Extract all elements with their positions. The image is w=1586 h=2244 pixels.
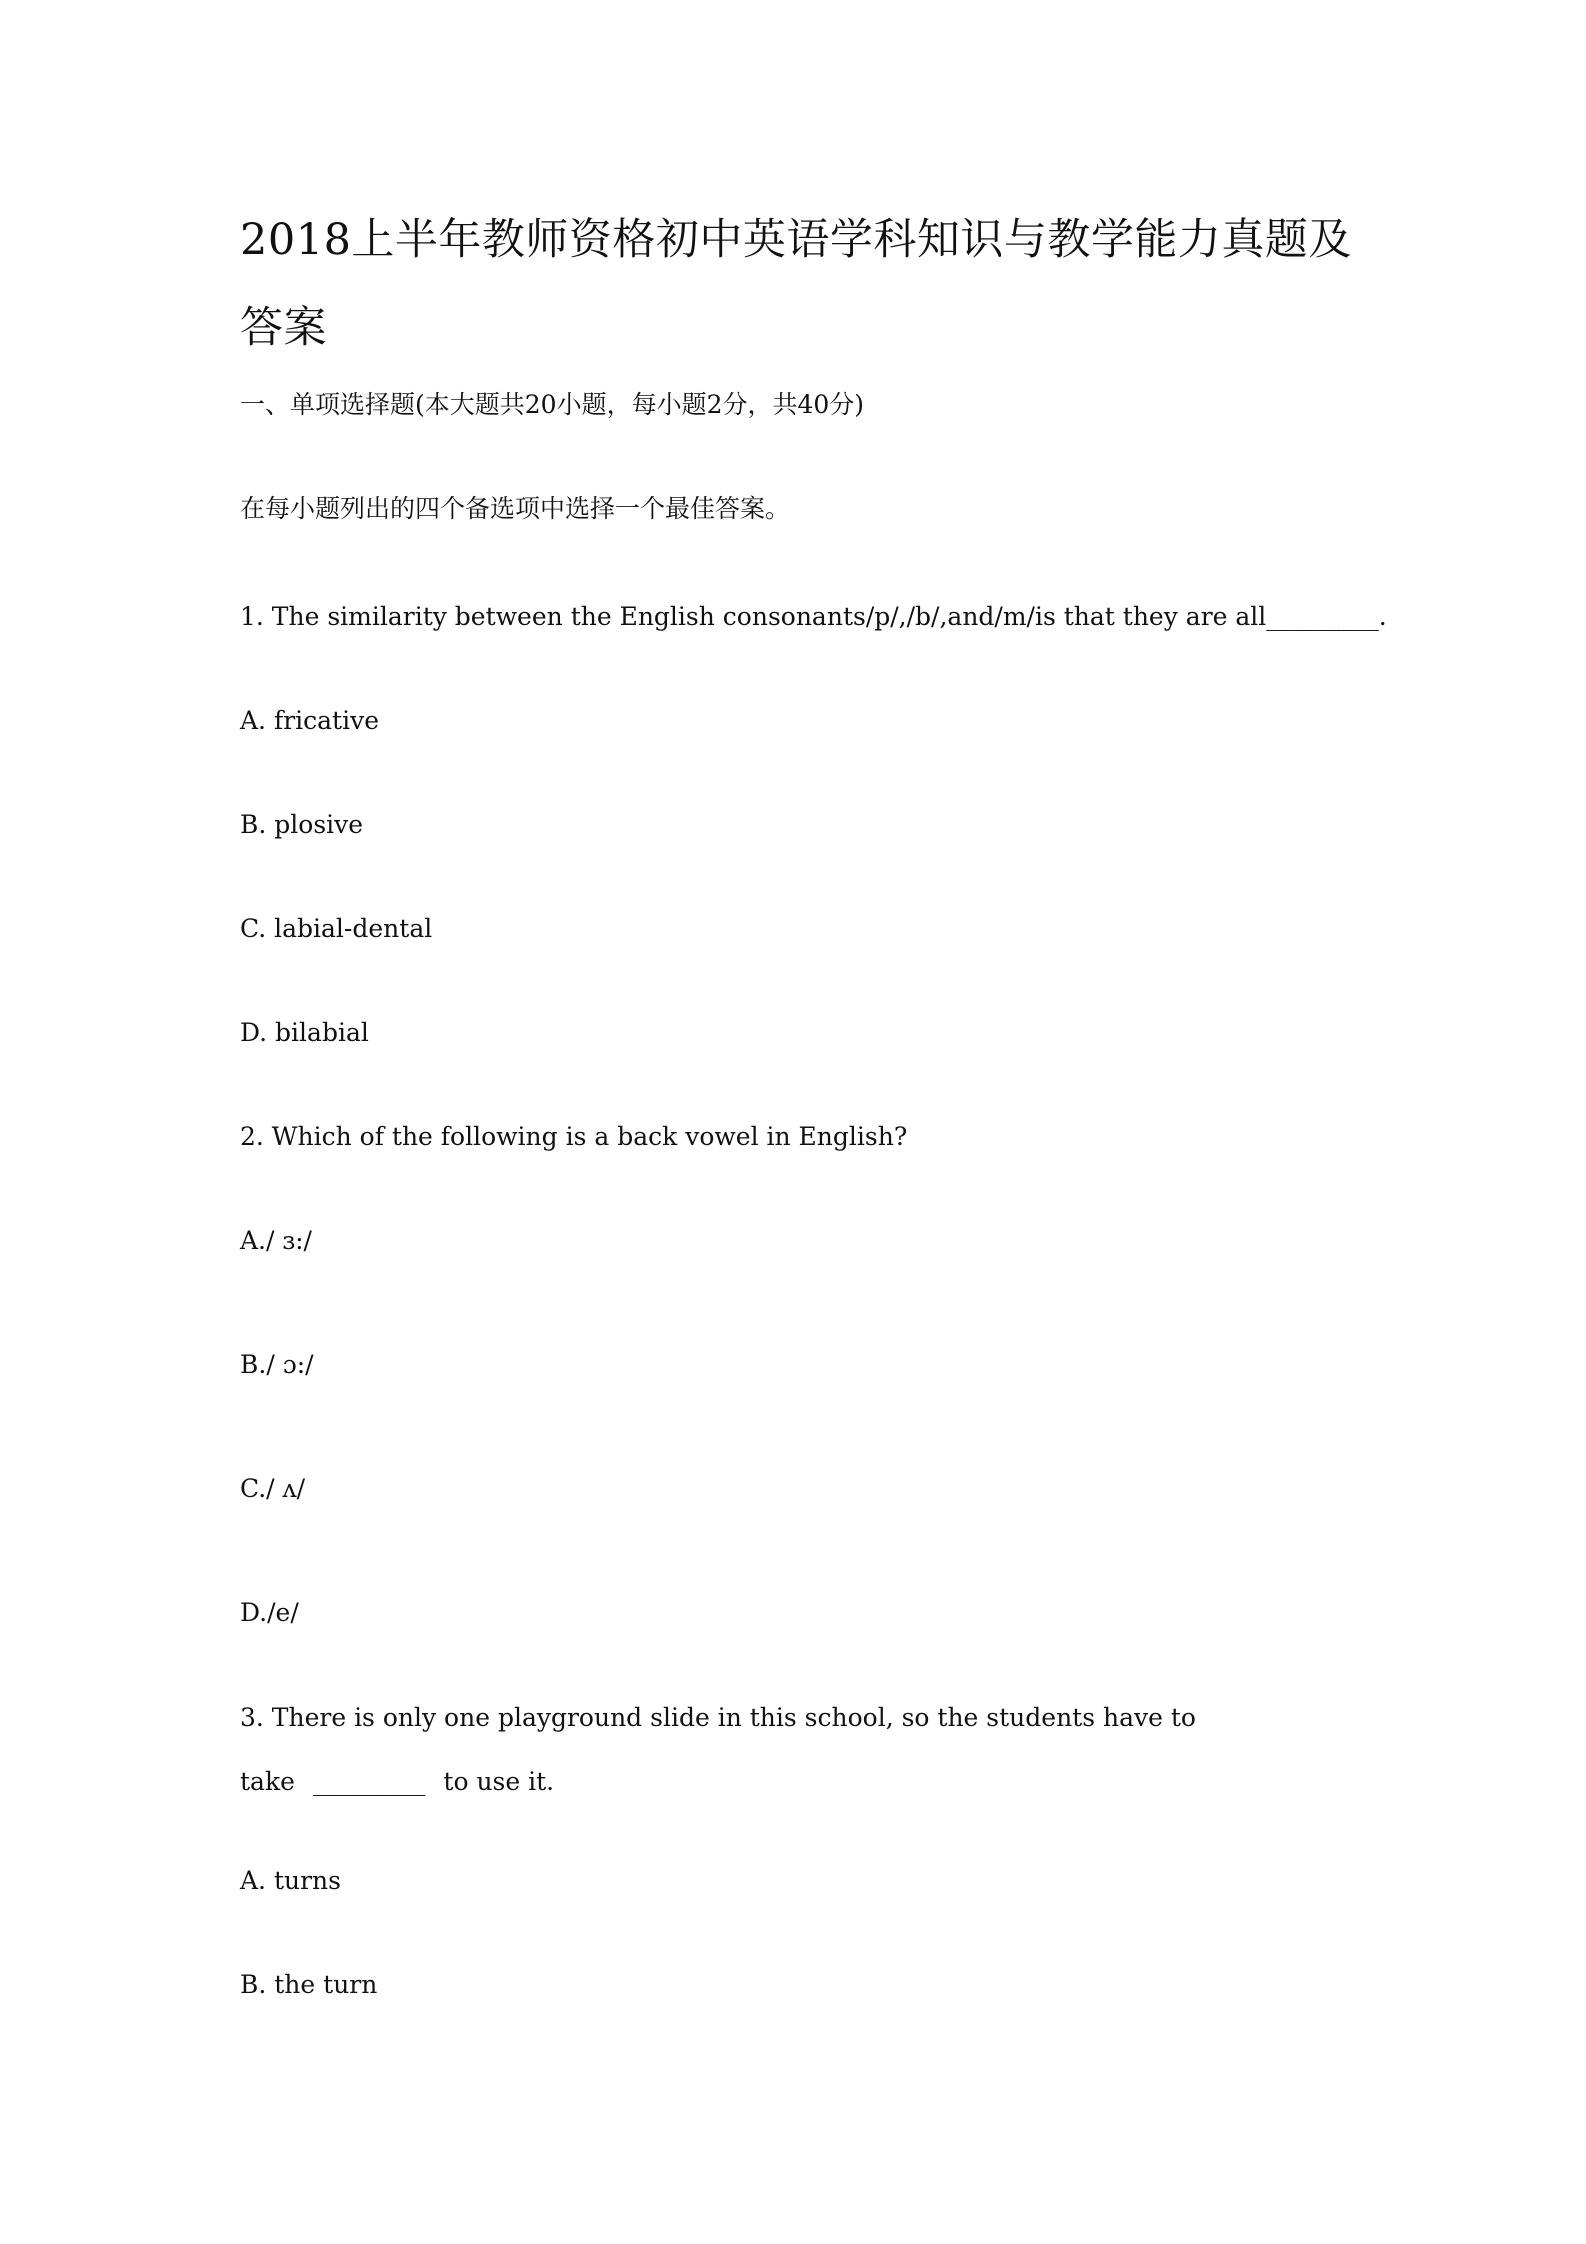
section-heading: 一、单项选择题(本大题共20小题，每小题2分，共40分) [240,390,865,419]
question-1-option-c: C. labial-dental [240,914,433,943]
question-3-stem-end: to use it. [443,1767,555,1796]
question-2-option-c: C./ ʌ/ [240,1474,306,1503]
question-2-option-d: D./e/ [240,1598,299,1627]
question-3-option-b: B. the turn [240,1970,378,1999]
question-2-option-b: B./ ɔ:/ [240,1350,314,1379]
question-1-option-a: A. fricative [240,706,380,735]
question-2-option-a: A./ ɜ:/ [240,1226,312,1255]
question-1-option-d: D. bilabial [240,1018,369,1047]
document-title: 2018上半年教师资格初中英语学科知识与教学能力真题及答案 [240,215,1352,353]
question-3-stem-start: 3. There is only one playground slide in this school, so the students have to take [240,1703,1196,1796]
question-1-stem: 1. The similarity between the English consonants/p/,/b/,and/m/is that they are all_________. [240,602,1387,631]
question-3-option-a: A. turns [240,1866,341,1895]
instruction-text: 在每小题列出的四个备选项中选择一个最佳答案。 [240,494,791,523]
question-3-blank: _________ [312,1767,426,1796]
question-2-stem: 2. Which of the following is a back vowel in English? [240,1122,908,1151]
question-3-stem [240,1686,1352,1814]
question-1-option-b: B. plosive [240,810,364,839]
